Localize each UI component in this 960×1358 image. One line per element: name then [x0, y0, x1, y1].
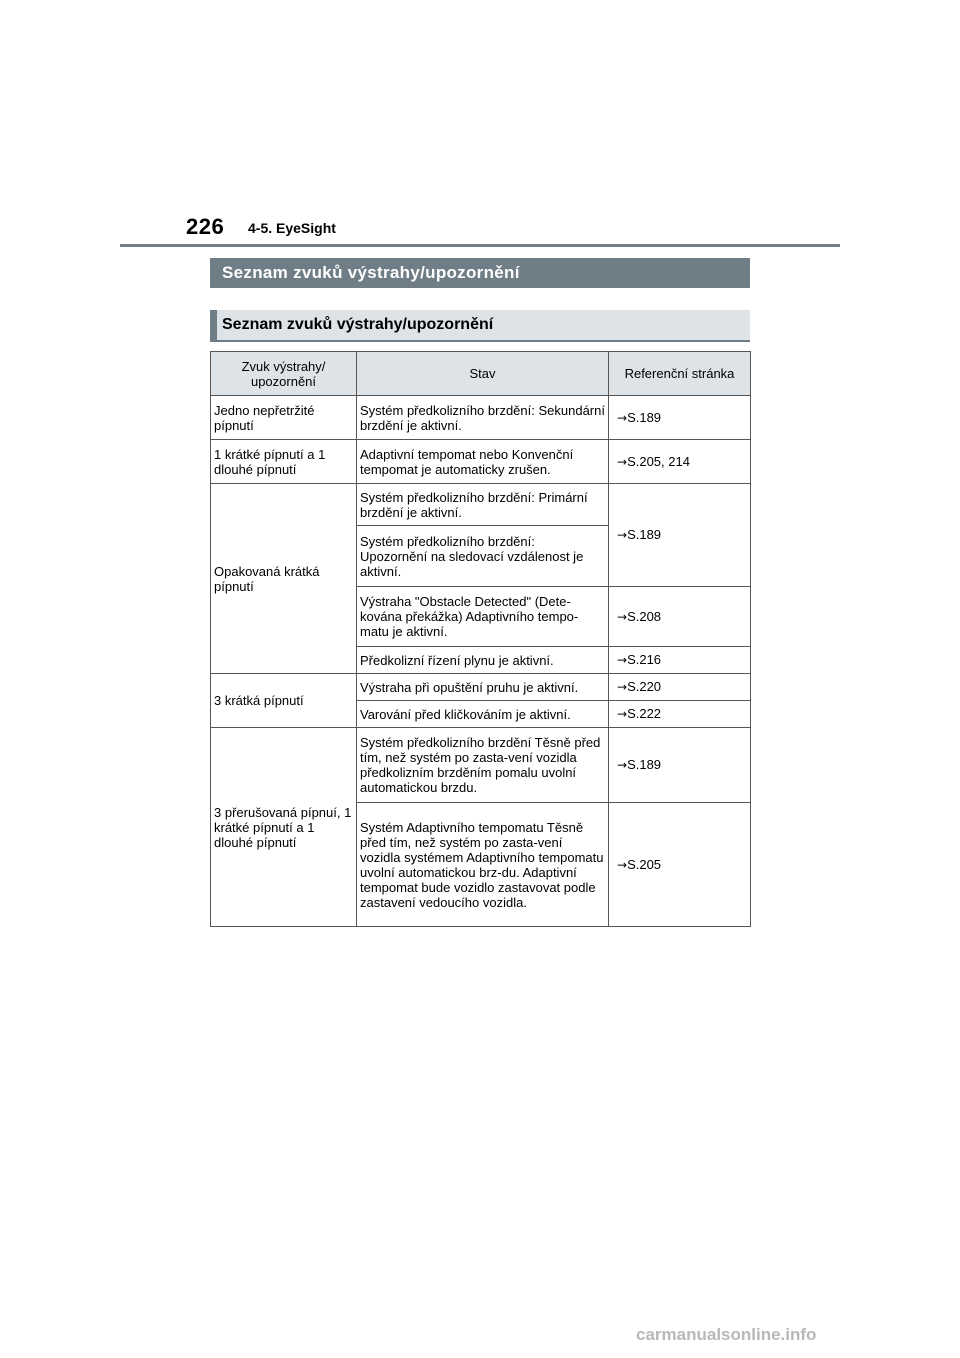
sound-cell: Opakovaná krátká pípnutí	[211, 484, 357, 674]
warning-sound-table	[210, 351, 751, 927]
page-reference: S.216	[627, 652, 662, 667]
subsection-title: Seznam zvuků výstrahy/upozornění	[222, 316, 494, 333]
page-reference: S.189	[627, 409, 662, 425]
table-row	[211, 484, 751, 526]
page-reference: S.208	[627, 608, 662, 624]
arrow-right-icon: →	[617, 410, 628, 425]
header-rule	[120, 244, 840, 247]
reference-cell	[609, 674, 751, 701]
state-cell: Výstraha při opuštění pruhu je aktivní.	[357, 674, 609, 701]
state-cell: Systém Adaptivního tempomatu Těsně před tím, než systém po zasta-vení vozidla systémem Adaptivního tempomatu uvolní automatickou brz-du. Adaptivní tempomat bude vozidlo zastavovat podle zastavení vedoucího vozidla.	[357, 803, 609, 927]
arrow-right-icon: →	[617, 609, 628, 624]
column-header-state: Stav	[357, 352, 609, 396]
column-header-reference: Referenční stránka	[609, 352, 751, 396]
arrow-right-icon: →	[617, 758, 628, 772]
arrow-right-icon: →	[617, 454, 628, 469]
reference-cell	[609, 440, 751, 484]
reference-cell	[609, 484, 751, 587]
arrow-right-icon: →	[617, 528, 628, 542]
reference-cell	[609, 803, 751, 927]
table-row	[211, 396, 751, 440]
arrow-right-icon: →	[617, 857, 628, 872]
subsection-banner	[210, 310, 750, 342]
watermark: carmanualsonline.info	[636, 1325, 817, 1344]
table-header-row	[211, 352, 751, 396]
section-header: 4-5. EyeSight	[248, 220, 336, 236]
page-reference: S.222	[627, 706, 662, 721]
sound-cell: Jedno nepřetržité pípnutí	[211, 396, 357, 440]
table-row	[211, 728, 751, 803]
state-cell: Adaptivní tempomat nebo Konvenční tempomat je automaticky zrušen.	[357, 440, 609, 484]
state-cell: Systém předkolizního brzdění Těsně před tím, než systém po zasta-vení vozidla předkolizním brzděním pomalu uvolní automatickou brzdu.	[357, 728, 609, 803]
page-reference: S.220	[627, 679, 662, 694]
page-reference: S.205	[627, 856, 662, 872]
state-cell: Předkolizní řízení plynu je aktivní.	[357, 647, 609, 674]
section-banner: Seznam zvuků výstrahy/upozornění	[210, 258, 750, 288]
table-row	[211, 674, 751, 701]
sound-cell: 3 krátká pípnutí	[211, 674, 357, 728]
page-reference: S.189	[627, 527, 662, 542]
page-reference: S.189	[627, 757, 662, 772]
reference-cell	[609, 396, 751, 440]
arrow-right-icon: →	[617, 680, 628, 694]
reference-cell	[609, 587, 751, 647]
sound-cell: 1 krátké pípnutí a 1 dlouhé pípnutí	[211, 440, 357, 484]
state-cell: Systém předkolizního brzdění: Primární brzdění je aktivní.	[357, 484, 609, 526]
page-number: 226	[186, 214, 225, 239]
arrow-right-icon: →	[617, 653, 628, 667]
table-row	[211, 440, 751, 484]
column-header-sound: Zvuk výstrahy/ upozornění	[211, 352, 357, 396]
state-cell: Systém předkolizního brzdění: Upozornění na sledovací vzdálenost je aktivní.	[357, 526, 609, 587]
reference-cell	[609, 701, 751, 728]
sound-cell: 3 přerušovaná pípnuí, 1 krátké pípnutí a 1 dlouhé pípnutí	[211, 728, 357, 927]
state-cell: Varování před kličkováním je aktivní.	[357, 701, 609, 728]
state-cell: Výstraha "Obstacle Detected" (Dete-kována překážka) Adaptivního tempo-matu je aktivní.	[357, 587, 609, 647]
reference-cell	[609, 728, 751, 803]
page-reference: S.205, 214	[627, 453, 690, 469]
reference-cell	[609, 647, 751, 674]
arrow-right-icon: →	[617, 707, 628, 721]
state-cell: Systém předkolizního brzdění: Sekundární brzdění je aktivní.	[357, 396, 609, 440]
